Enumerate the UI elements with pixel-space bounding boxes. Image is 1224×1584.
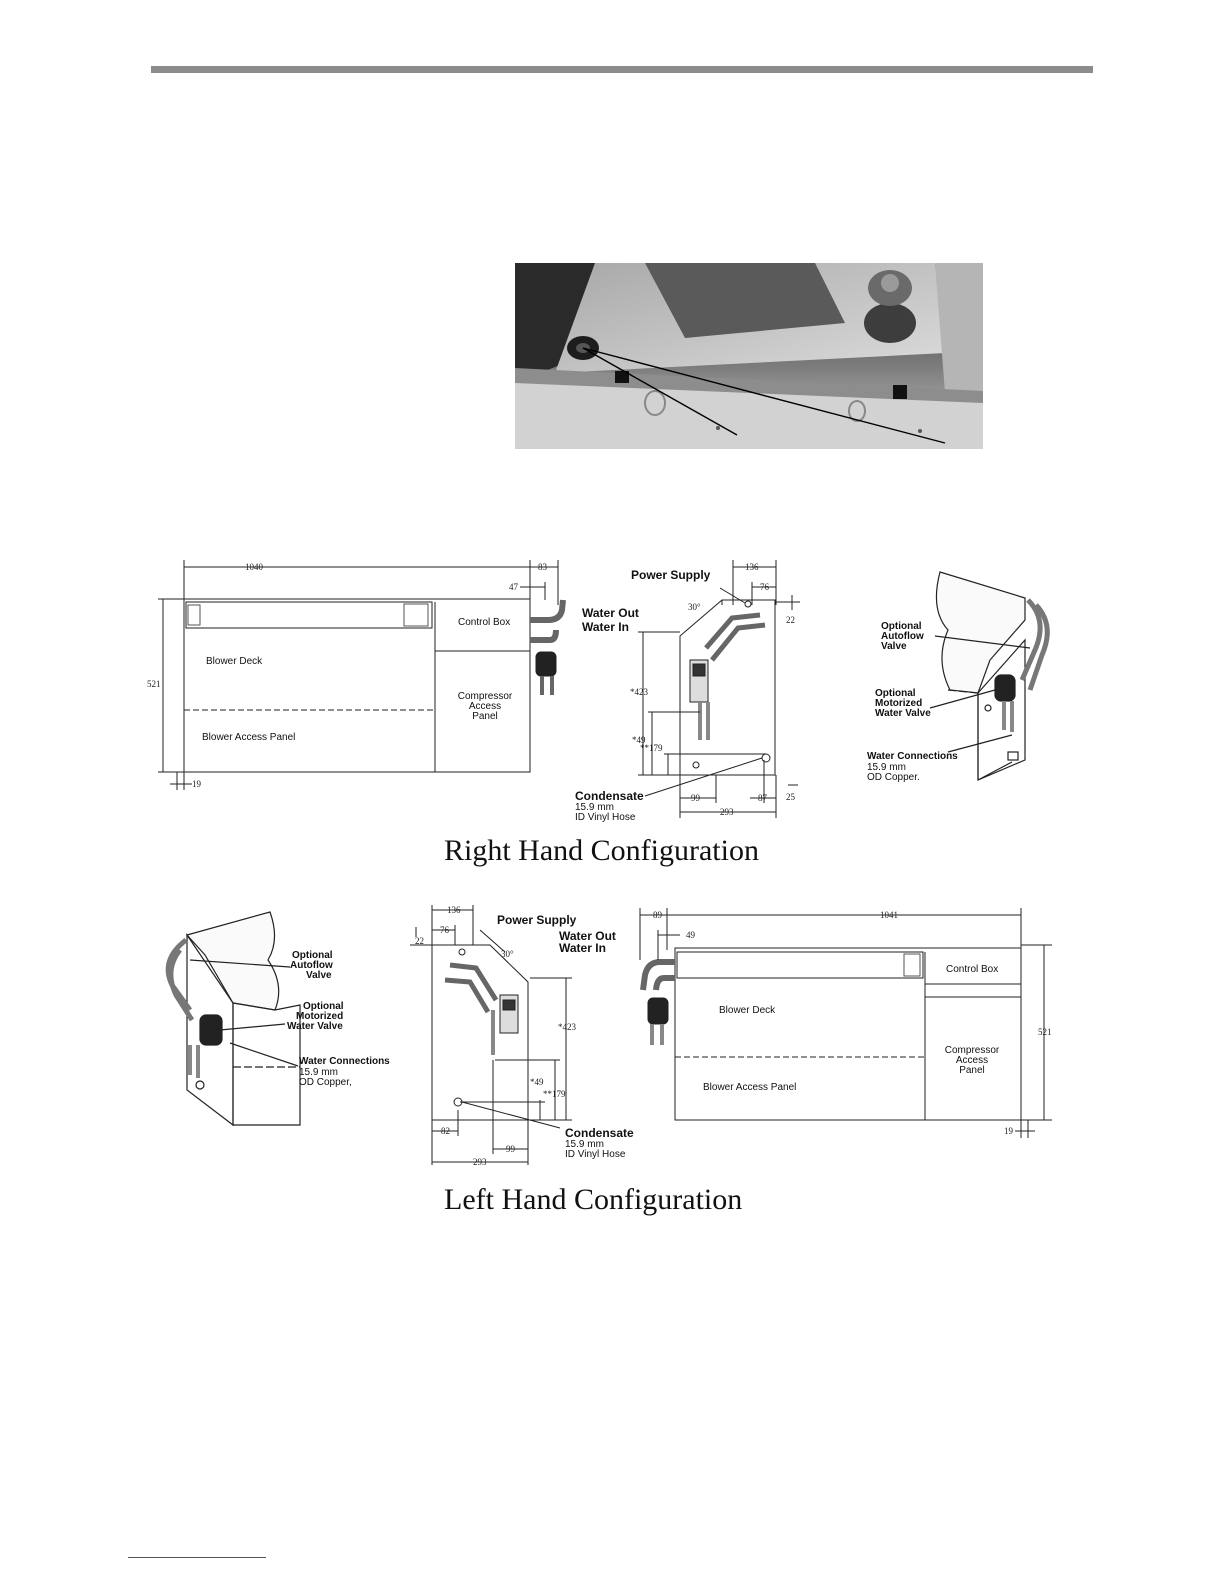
rh-water-in-label: Water In — [582, 620, 629, 634]
lh-condensate-label: Condensate — [565, 1126, 634, 1140]
rh-dim-99: 99 — [691, 793, 700, 803]
rh-dim-293: 293 — [720, 807, 734, 817]
rh-isometric-view — [930, 572, 1047, 780]
lh-dim-height: 521 — [1038, 1027, 1052, 1037]
rh-dim-overhang: 83 — [538, 562, 547, 572]
rh-compressor-label-1: Compressor — [457, 691, 513, 702]
lh-condensate-type: ID Vinyl Hose — [565, 1149, 626, 1160]
rh-dim-offset: 47 — [509, 582, 518, 592]
rh-dim-height: 521 — [147, 679, 161, 689]
footnote-rule — [128, 1557, 266, 1558]
rh-dim-179: **179 — [640, 743, 663, 753]
rh-condensate-type: ID Vinyl Hose — [575, 812, 636, 823]
lh-blower-access-label: Blower Access Panel — [703, 1082, 797, 1093]
rh-water-connections-size: 15.9 mm — [867, 762, 906, 773]
rh-motorized-label-1: Optional — [875, 688, 916, 699]
rh-autoflow-label-3: Valve — [881, 641, 907, 652]
rh-dim-87: 87 — [758, 793, 767, 803]
rh-compressor-label-2: Access — [468, 701, 502, 712]
rh-autoflow-label-1: Optional — [881, 621, 922, 632]
lh-dim-overhang: 89 — [653, 910, 662, 920]
lh-dim-293: 293 — [473, 1157, 487, 1167]
rh-motorized-label-3: Water Valve — [875, 708, 931, 719]
rh-dim-foot: 19 — [192, 779, 201, 789]
lh-dim-82: 82 — [441, 1126, 450, 1136]
lh-motorized-label-1: Optional — [303, 1001, 344, 1012]
rh-dim-angle: 30° — [688, 602, 701, 612]
lh-dim-49: *49 — [530, 1077, 544, 1087]
lh-motorized-label-3: Water Valve — [287, 1021, 343, 1032]
lh-dim-423: *423 — [558, 1022, 576, 1032]
rh-blower-deck-label: Blower Deck — [206, 656, 263, 667]
lh-autoflow-label-1: Optional — [292, 950, 333, 961]
lh-dim-179: **179 — [543, 1089, 566, 1099]
rh-blower-access-label: Blower Access Panel — [202, 732, 296, 743]
lh-isometric-view — [168, 912, 300, 1125]
rh-dim-76: 76 — [760, 582, 769, 592]
lh-dim-width: 1041 — [880, 910, 898, 920]
lh-autoflow-label-3: Valve — [306, 970, 332, 981]
rh-power-supply-label: Power Supply — [631, 568, 711, 582]
lh-control-box-label: Control Box — [946, 964, 999, 975]
rh-dim-49: *49 — [632, 735, 646, 745]
lh-dim-foot: 19 — [1004, 1126, 1013, 1136]
rh-dim-width: 1040 — [245, 562, 263, 572]
rh-autoflow-label-2: Autoflow — [881, 631, 924, 642]
rh-motorized-label-2: Motorized — [875, 698, 923, 709]
lh-dim-22: 22 — [415, 936, 424, 946]
lh-compressor-label-1: Compressor — [944, 1045, 1000, 1056]
lh-autoflow-label-2: Autoflow — [290, 960, 333, 971]
left-hand-caption: Left Hand Configuration — [444, 1183, 743, 1216]
lh-side-view — [410, 905, 572, 1165]
rh-dim-423: *423 — [630, 687, 648, 697]
lh-water-in-label: Water In — [559, 941, 606, 955]
rh-dim-22: 22 — [786, 615, 795, 625]
lh-motorized-label-2: Motorized — [296, 1011, 344, 1022]
lh-blower-deck-label: Blower Deck — [719, 1005, 776, 1016]
lh-water-connections-label: Water Connections — [299, 1056, 390, 1067]
lh-compressor-label-2: Access — [955, 1055, 989, 1066]
lh-dim-angle: 30° — [501, 949, 514, 959]
lh-water-connections-size: 15.9 mm — [299, 1067, 338, 1078]
lh-dim-offset: 49 — [686, 930, 695, 940]
rh-condensate-size: 15.9 mm — [575, 802, 614, 813]
right-hand-caption: Right Hand Configuration — [444, 834, 759, 867]
rh-front-view — [158, 560, 563, 790]
rh-water-connections-type: OD Copper. — [867, 772, 920, 783]
rh-side-view — [638, 560, 800, 818]
rh-condensate-label: Condensate — [575, 789, 644, 803]
lh-water-connections-type: OD Copper, — [299, 1077, 352, 1088]
lh-power-supply-label: Power Supply — [497, 913, 577, 927]
lh-water-out-label: Water Out — [559, 929, 616, 943]
rh-water-out-label: Water Out — [582, 606, 639, 620]
lh-compressor-label-3: Panel — [959, 1065, 985, 1076]
lh-dim-76: 76 — [440, 925, 449, 935]
lh-front-view — [640, 908, 1052, 1138]
lh-dim-136: 136 — [447, 905, 461, 915]
lh-condensate-size: 15.9 mm — [565, 1139, 604, 1150]
rh-water-connections-label: Water Connections — [867, 751, 958, 762]
rh-dim-136: 136 — [745, 562, 759, 572]
lh-dim-99: 99 — [506, 1144, 515, 1154]
rh-compressor-label-3: Panel — [472, 711, 498, 722]
rh-dim-25: 25 — [786, 792, 795, 802]
rh-control-box-label: Control Box — [458, 617, 511, 628]
